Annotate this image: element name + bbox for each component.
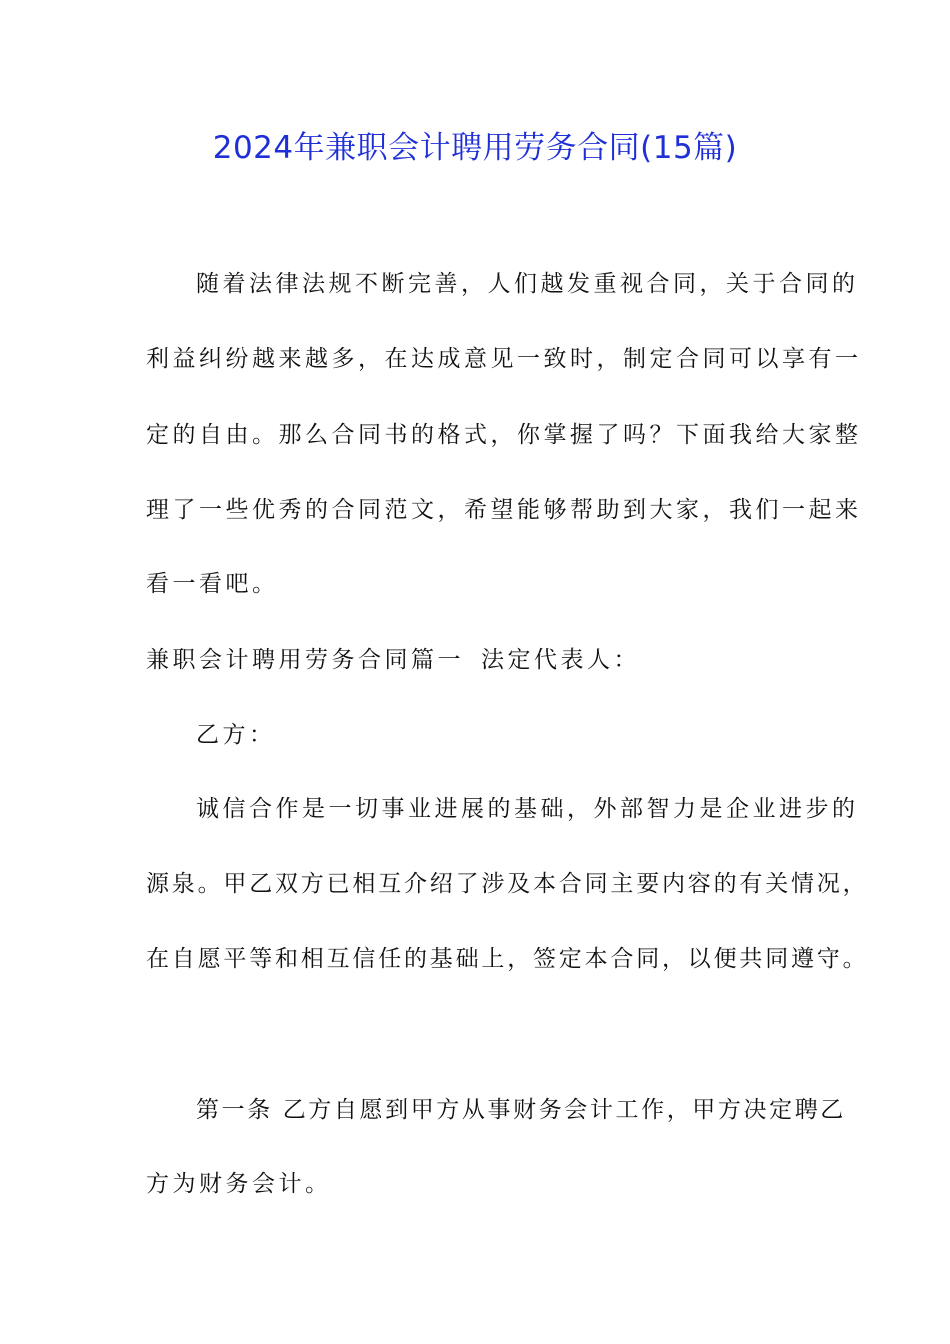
article-1-line-2: 方为财务会计。	[146, 1171, 332, 1197]
preamble-line-2: 源泉。甲乙双方已相互介绍了涉及本合同主要内容的有关情况，	[146, 871, 869, 897]
section-heading: 兼职会计聘用劳务合同篇一	[146, 647, 464, 673]
legal-representative-label: 法定代表人：	[481, 647, 640, 673]
preamble-line-1: 诚信合作是一切事业进展的基础，外部智力是企业进步的	[196, 796, 859, 822]
intro-line-1: 随着法律法规不断完善，人们越发重视合同，关于合同的	[196, 271, 859, 297]
intro-line-3: 定的自由。那么合同书的格式，你掌握了吗？下面我给大家整	[146, 422, 862, 448]
party-b-label: 乙方：	[196, 722, 276, 748]
intro-line-4: 理了一些优秀的合同范文，希望能够帮助到大家，我们一起来	[146, 497, 862, 523]
preamble-line-3: 在自愿平等和相互信任的基础上，签定本合同，以便共同遵守。	[146, 946, 869, 972]
document-title: 2024年兼职会计聘用劳务合同(15篇)	[212, 130, 738, 166]
intro-line-2: 利益纠纷越来越多，在达成意见一致时，制定合同可以享有一	[146, 346, 862, 372]
article-1-line-1: 第一条 乙方自愿到甲方从事财务会计工作，甲方决定聘乙	[196, 1097, 846, 1123]
intro-line-5: 看一看吧。	[146, 571, 279, 597]
